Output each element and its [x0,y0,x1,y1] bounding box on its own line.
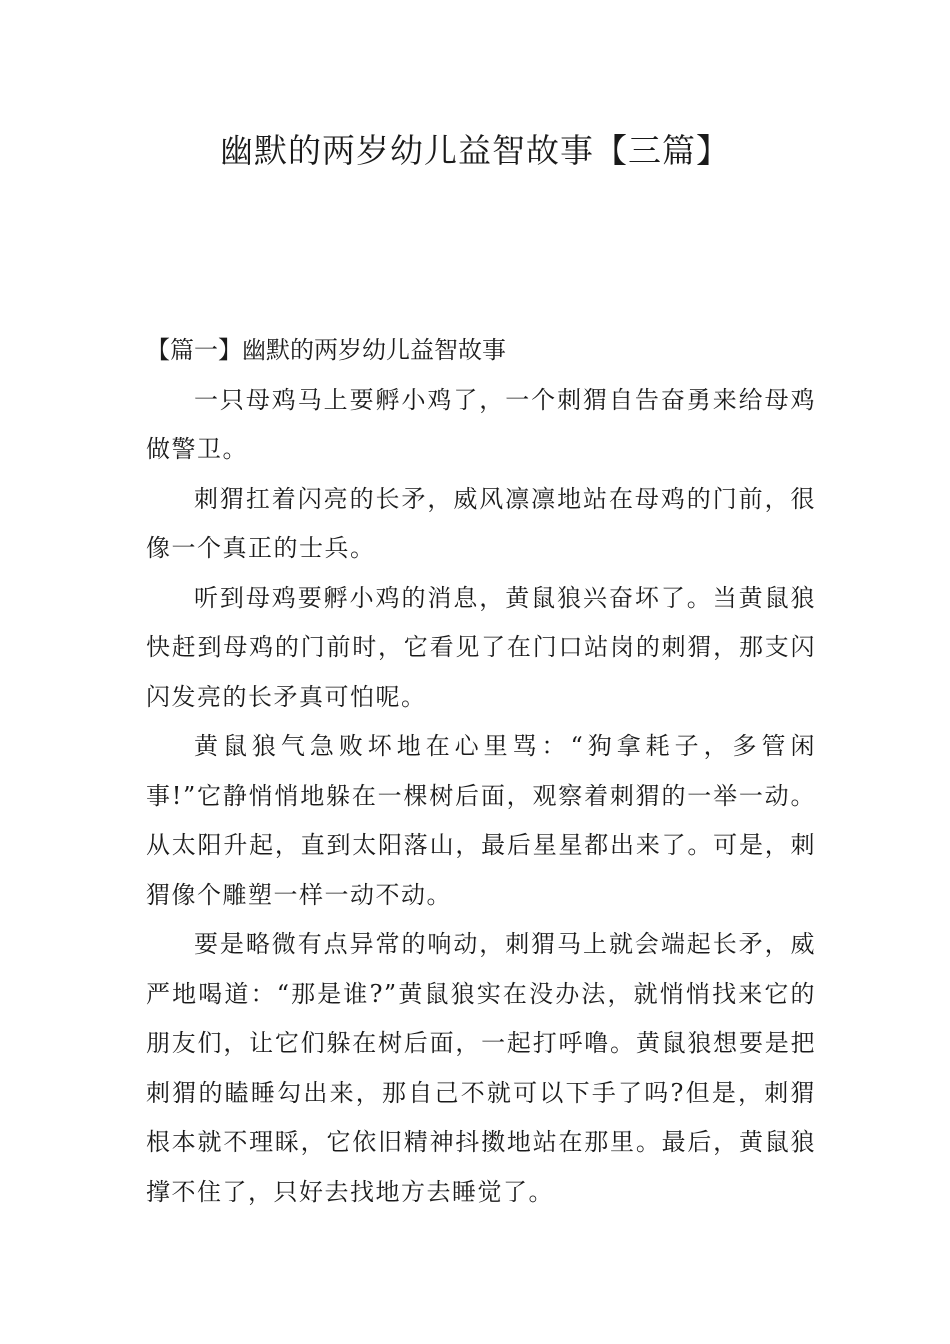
paragraph: 黄鼠狼气急败坏地在心里骂：“狗拿耗子，多管闲事!”它静悄悄地躲在一棵树后面，观察着刺猬的一举一动。从太阳升起，直到太阳落山，最后星星都出来了。可是，刺猬像个雕塑一样一动不动。 [146,732,816,909]
paragraph: 听到母鸡要孵小鸡的消息，黄鼠狼兴奋坏了。当黄鼠狼快赶到母鸡的门前时，它看见了在门口站岗的刺猬，那支闪闪发亮的长矛真可怕呢。 [146,583,816,711]
document-title: 幽默的两岁幼儿益智故事【三篇】 [220,131,730,170]
document-body [146,326,816,1217]
paragraph: 一只母鸡马上要孵小鸡了，一个刺猬自告奋勇来给母鸡做警卫。 [146,385,816,463]
paragraph: 要是略微有点异常的响动，刺猬马上就会端起长矛，威严地喝道：“那是谁?”黄鼠狼实在没办法，就悄悄找来它的朋友们，让它们躲在树后面，一起打呼噜。黄鼠狼想要是把刺猬的瞌睡勾出来，那自己不就可以下手了吗?但是，刺猬根本就不理睬，它依旧精神抖擞地站在那里。最后，黄鼠狼撑不住了，只好去找地方去睡觉了。 [146,930,816,1206]
section-heading: 【篇一】幽默的两岁幼儿益智故事 [146,336,506,364]
paragraph: 刺猬扛着闪亮的长矛，威风凛凛地站在母鸡的门前，很像一个真正的士兵。 [146,484,816,562]
